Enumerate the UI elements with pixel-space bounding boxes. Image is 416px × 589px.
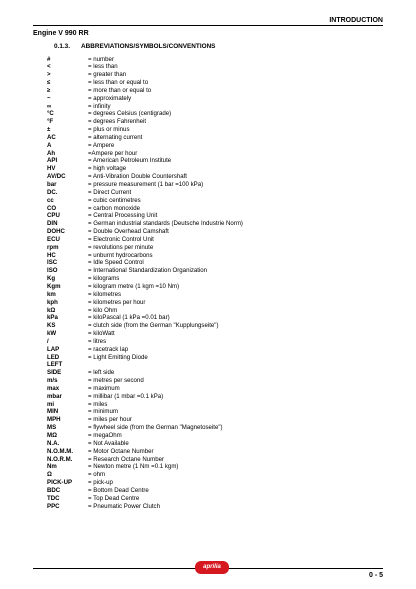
abbreviation-definition: = Double Overhead Camshaft xyxy=(88,228,169,236)
abbreviation-row xyxy=(47,212,377,220)
abbreviation-row xyxy=(47,448,377,456)
abbreviation-definition: = Direct Current xyxy=(88,188,132,196)
abbreviation-row xyxy=(47,142,377,150)
abbreviation-term: ECU xyxy=(47,235,60,243)
abbreviation-row xyxy=(47,401,377,409)
abbreviation-definition: = kilogram metre (1 kgm =10 Nm) xyxy=(88,282,180,290)
abbreviation-row xyxy=(47,236,377,244)
abbreviation-row xyxy=(47,495,377,503)
abbreviation-definition: = minimum xyxy=(88,408,118,416)
abbreviation-row xyxy=(47,79,377,87)
abbreviation-definition: = kilometres per hour xyxy=(88,298,146,306)
abbreviation-term: N.O.M.M. xyxy=(47,447,74,455)
abbreviation-term: Kgm xyxy=(47,282,61,290)
abbreviation-row xyxy=(47,503,377,511)
abbreviation-term: kPa xyxy=(47,314,58,322)
abbreviation-definition: = flywheel side (from the German "Magnetoseite") xyxy=(88,424,223,432)
abbreviation-definition: = kilometres xyxy=(88,290,122,298)
abbreviation-term: MS xyxy=(47,424,57,432)
abbreviation-row xyxy=(47,479,377,487)
abbreviation-term: kph xyxy=(47,298,58,306)
abbreviation-term: LED xyxy=(47,353,60,361)
abbreviation-definition: = Not Available xyxy=(88,439,129,447)
abbreviation-row xyxy=(47,361,377,369)
abbreviation-row xyxy=(47,299,377,307)
abbreviation-term: m/s xyxy=(47,377,58,385)
abbreviation-row xyxy=(47,440,377,448)
abbreviation-row xyxy=(47,103,377,111)
abbreviation-term: CPU xyxy=(47,212,60,220)
abbreviation-row xyxy=(47,157,377,165)
abbreviation-term: ± xyxy=(47,126,51,134)
abbreviation-row xyxy=(47,165,377,173)
abbreviation-definition: =Ampere per hour xyxy=(88,149,138,157)
abbreviation-definition: = kiloWatt xyxy=(88,330,115,338)
abbreviation-row xyxy=(47,471,377,479)
abbreviation-term: km xyxy=(47,290,56,298)
abbreviation-row xyxy=(47,259,377,267)
abbreviation-term: cc xyxy=(47,196,54,204)
abbreviation-term: LEFT xyxy=(47,361,63,369)
abbreviation-term: DIN xyxy=(47,220,58,228)
abbreviation-row xyxy=(47,424,377,432)
abbreviation-row xyxy=(47,126,377,134)
abbreviation-definition: = less than or equal to xyxy=(88,79,149,87)
abbreviation-definition: = greater than xyxy=(88,71,127,79)
abbreviation-definition: = pressure measurement (1 bar =100 kPa) xyxy=(88,181,204,188)
abbreviation-row xyxy=(47,220,377,228)
abbreviation-term: DC. xyxy=(47,188,58,196)
abbreviation-row xyxy=(47,416,377,424)
abbreviation-definition: = miles xyxy=(88,400,108,408)
abbreviation-definition: = Research Octane Number xyxy=(88,455,165,463)
abbreviation-row xyxy=(47,354,377,362)
abbreviation-term: mbar xyxy=(47,392,62,400)
abbreviation-definition: = clutch side (from the German "Kupplungseite") xyxy=(88,322,219,330)
abbreviation-row xyxy=(47,189,377,197)
abbreviation-row xyxy=(47,56,377,64)
abbreviation-term: ISC xyxy=(47,259,58,267)
abbreviation-row xyxy=(47,322,377,330)
abbreviation-term: ≥ xyxy=(47,86,51,94)
abbreviation-term: °C xyxy=(47,110,54,118)
abbreviation-definition: = kilograms xyxy=(88,275,120,283)
abbreviation-definition: = carbon monoxide xyxy=(88,204,140,212)
section-heading xyxy=(54,43,215,50)
abbreviation-definition: = kilo Ohm xyxy=(88,306,118,314)
abbreviation-row xyxy=(47,228,377,236)
abbreviation-row xyxy=(47,181,377,189)
abbreviation-definition: = American Petroleum Institute xyxy=(88,157,172,165)
abbreviation-term: KS xyxy=(47,322,56,330)
abbreviation-definition: = Bottom Dead Centre xyxy=(88,486,149,494)
abbreviation-row xyxy=(47,330,377,338)
abbreviation-row xyxy=(47,393,377,401)
abbreviation-row xyxy=(47,71,377,79)
abbreviation-term: TDC xyxy=(47,494,60,502)
abbreviation-term: < xyxy=(47,63,51,71)
abbreviation-row xyxy=(47,87,377,95)
abbreviation-row xyxy=(47,197,377,205)
abbreviation-term: ISO xyxy=(47,267,58,275)
abbreviation-term: Ω xyxy=(47,471,52,479)
page-number: 0 - 5 xyxy=(368,572,383,579)
abbreviation-definition: = cubic centimetres xyxy=(88,196,141,204)
abbreviation-row xyxy=(47,385,377,393)
abbreviation-definition: = Top Dead Centre xyxy=(88,494,140,502)
abbreviation-definition: = Light Emitting Diode xyxy=(88,353,148,361)
abbreviation-definition: = Newton metre (1 Nm =0.1 kgm) xyxy=(88,463,179,471)
abbreviation-definition: = approximately xyxy=(88,94,132,102)
abbreviation-row xyxy=(47,369,377,377)
header-rule xyxy=(33,25,383,26)
abbreviation-row xyxy=(47,432,377,440)
abbreviation-term: AC xyxy=(47,133,56,141)
abbreviation-definition: = alternating current xyxy=(88,133,143,141)
abbreviation-term: kΩ xyxy=(47,306,56,314)
abbreviation-term: LAP xyxy=(47,345,60,353)
abbreviation-row xyxy=(47,173,377,181)
abbreviation-definition: = Central Processing Unit xyxy=(88,212,158,220)
abbreviation-row xyxy=(47,63,377,71)
abbreviation-row xyxy=(47,338,377,346)
abbreviation-row xyxy=(47,95,377,103)
abbreviation-term: ∞ xyxy=(47,102,52,110)
abbreviation-definition: = Ampere xyxy=(88,141,115,149)
abbreviation-row xyxy=(47,377,377,385)
abbreviation-definition: = infinity xyxy=(88,102,111,110)
abbreviation-row xyxy=(47,291,377,299)
abbreviation-term: A xyxy=(47,141,52,149)
abbreviation-term: mi xyxy=(47,400,55,408)
abbreviation-term: MIN xyxy=(47,408,59,416)
abbreviation-definition: = German industrial standards (Deutsche Industrie Norm) xyxy=(88,220,243,228)
abbreviation-definition: = high voltage xyxy=(88,165,127,173)
document-model-title: Engine V 990 RR xyxy=(33,30,89,37)
abbreviation-term: DOHC xyxy=(47,228,65,236)
aprilia-logo: aprilia xyxy=(195,561,229,574)
abbreviation-row xyxy=(47,244,377,252)
abbreviation-term: SIDE xyxy=(47,369,62,377)
abbreviation-row xyxy=(47,110,377,118)
section-title: ABBREVIATIONS/SYMBOLS/CONVENTIONS xyxy=(81,43,216,50)
abbreviation-term: Ah xyxy=(47,149,56,157)
abbreviation-definition: = litres xyxy=(88,337,107,345)
abbreviation-definition: = degrees Fahrenheit xyxy=(88,118,147,126)
abbreviation-definition: = metres per second xyxy=(88,377,144,385)
abbreviation-term: # xyxy=(47,55,51,63)
abbreviation-definition: = Idle Speed Control xyxy=(88,259,144,267)
abbreviation-term: max xyxy=(47,384,60,392)
abbreviation-definition: = less than xyxy=(88,63,118,71)
abbreviation-term: HC xyxy=(47,251,56,259)
abbreviation-definition: = ohm xyxy=(88,471,106,479)
abbreviation-definition: = Motor Octane Number xyxy=(88,447,154,455)
abbreviation-definition: = Electronic Control Unit xyxy=(88,235,154,243)
abbreviation-definition xyxy=(88,361,377,369)
abbreviation-row xyxy=(47,487,377,495)
abbreviation-row xyxy=(47,314,377,322)
abbreviation-definition: = plus or minus xyxy=(88,126,130,134)
abbreviation-term: °F xyxy=(47,118,54,126)
abbreviation-definition: = Pneumatic Power Clutch xyxy=(88,502,160,510)
section-number: 0.1.3. xyxy=(54,43,70,50)
abbreviation-definition: = number xyxy=(88,55,114,63)
abbreviation-row xyxy=(47,456,377,464)
abbreviation-term: / xyxy=(47,337,49,345)
abbreviation-definition: = pick-up xyxy=(88,479,113,487)
abbreviation-row xyxy=(47,134,377,142)
abbreviation-term: MPH xyxy=(47,416,61,424)
abbreviation-row xyxy=(47,252,377,260)
abbreviation-row xyxy=(47,346,377,354)
abbreviation-term: Nm xyxy=(47,463,57,471)
abbreviation-definition: = miles per hour xyxy=(88,416,132,424)
abbreviation-row xyxy=(47,275,377,283)
abbreviation-row xyxy=(47,267,377,275)
abbreviation-term: MΩ xyxy=(47,432,57,439)
abbreviation-term: HV xyxy=(47,165,56,173)
abbreviation-term: > xyxy=(47,71,51,79)
abbreviation-definition: = International Standardization Organization xyxy=(88,267,208,275)
abbreviation-row xyxy=(47,283,377,291)
abbreviation-definition: = revolutions per minute xyxy=(88,243,154,251)
abbreviation-definition: = maximum xyxy=(88,384,120,392)
abbreviation-term: ~ xyxy=(47,94,51,102)
abbreviation-term: BDC xyxy=(47,486,61,494)
abbreviation-row xyxy=(47,463,377,471)
abbreviation-definition: = degrees Celsius (centigrade) xyxy=(88,110,172,118)
abbreviation-row xyxy=(47,205,377,213)
abbreviation-list xyxy=(47,56,377,511)
abbreviation-term: API xyxy=(47,157,58,165)
abbreviation-definition: = megaOhm xyxy=(88,432,122,439)
abbreviation-term: CO xyxy=(47,204,57,212)
abbreviation-term: N.O.R.M. xyxy=(47,455,73,463)
abbreviation-row xyxy=(47,150,377,158)
abbreviation-definition: = Anti-Vibration Double Countershaft xyxy=(88,173,187,181)
abbreviation-row xyxy=(47,408,377,416)
abbreviation-term: PPC xyxy=(47,502,60,510)
section-header-title: INTRODUCTION xyxy=(329,17,383,24)
abbreviation-term: kW xyxy=(47,330,57,338)
abbreviation-definition: = kiloPascal (1 kPa =0.01 bar) xyxy=(88,314,170,322)
abbreviation-definition: = racetrack lap xyxy=(88,345,129,353)
abbreviation-row xyxy=(47,118,377,126)
abbreviation-term: PICK-UP xyxy=(47,479,73,487)
abbreviation-term: Kg xyxy=(47,275,56,283)
abbreviation-definition: = more than or equal to xyxy=(88,86,152,94)
abbreviation-definition: = millibar (1 mbar =0.1 kPa) xyxy=(88,392,164,400)
abbreviation-term: ≤ xyxy=(47,79,51,87)
abbreviation-term: AV/DC xyxy=(47,173,66,181)
abbreviation-term: rpm xyxy=(47,243,59,251)
abbreviation-definition: = left side xyxy=(88,369,115,377)
abbreviation-term: N.A. xyxy=(47,439,60,447)
abbreviation-row xyxy=(47,307,377,315)
abbreviation-term: bar xyxy=(47,181,57,188)
abbreviation-definition: = unburnt hydrocarbons xyxy=(88,251,153,259)
